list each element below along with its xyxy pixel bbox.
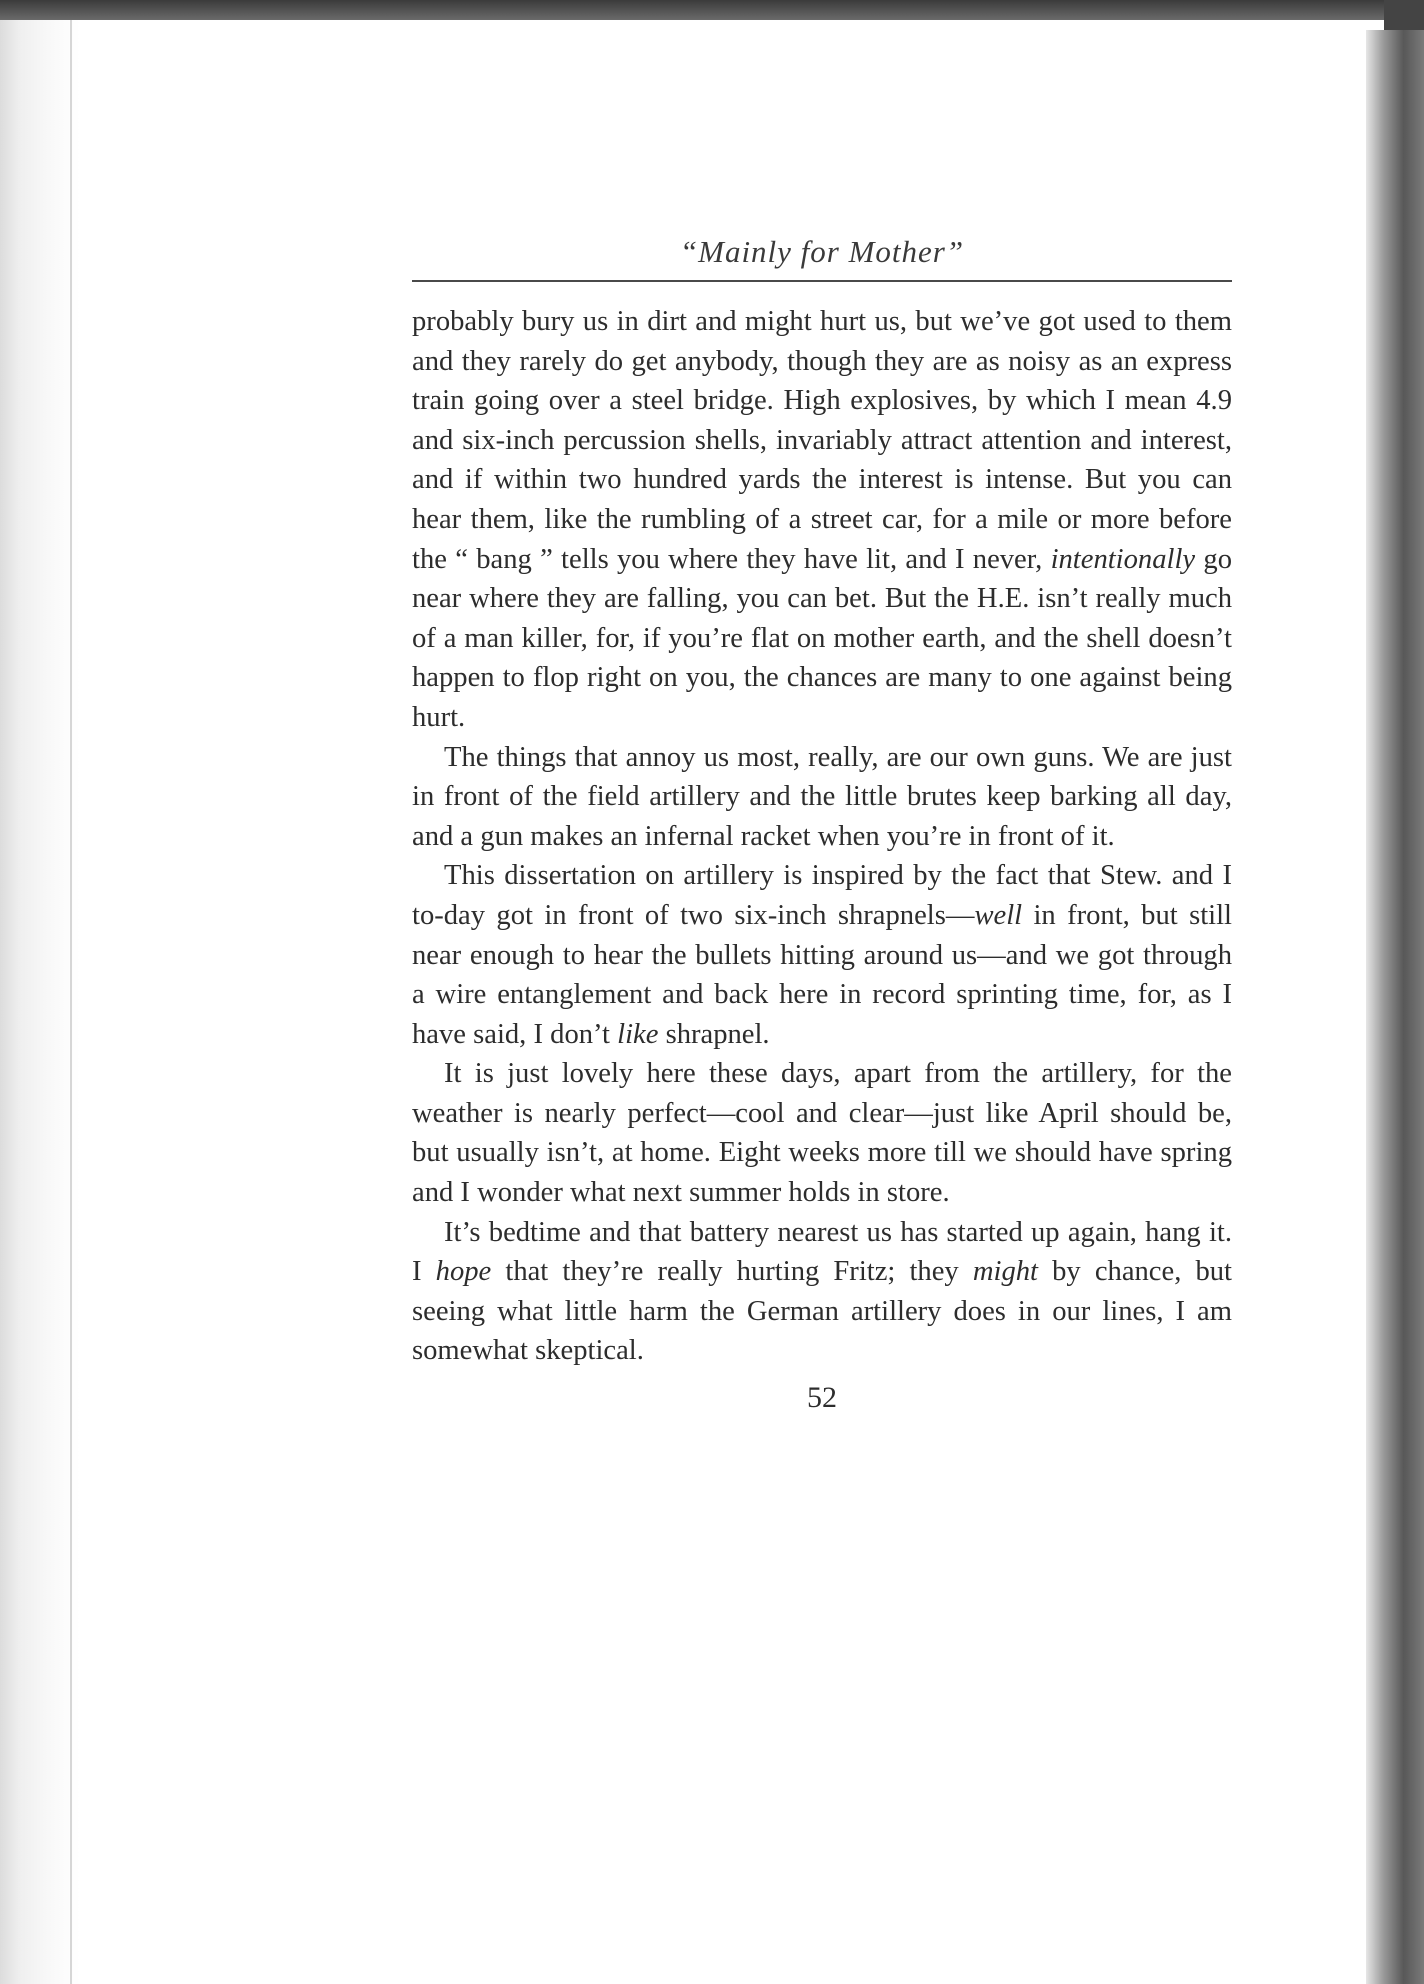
scanner-top-edge: [0, 0, 1424, 20]
running-head: “Mainly for Mother”: [679, 234, 965, 269]
italic-run: might: [972, 1256, 1038, 1288]
body-text: [412, 302, 1232, 1371]
book-page-edges-right: [1366, 30, 1424, 1984]
italic-run: like: [617, 1018, 659, 1050]
text-run: probably bury us in dirt and might hurt us, but we’ve got used to them and they rarely do get anybody, though they are as noisy as an express train going over a steel bridge. High explosives, by which I mean 4.9 and six-inch percussion shells, invariably attract attention and interest, and if within two hundred yards the interest is intense. But you can hear them, like the rumbling of a street car, for a mile or more before the “ bang ” tells you where they have lit, and I never,: [412, 306, 1232, 575]
paragraph: [412, 1054, 1232, 1212]
italic-run: well: [974, 899, 1023, 931]
book-gutter-left: [0, 20, 80, 1984]
paragraph: [412, 1213, 1232, 1371]
text-run: that they’re really hurting Fritz; they: [491, 1256, 973, 1288]
text-run: This dissertation on artillery is inspired by the fact that Stew. and I to-day got in front of two six-inch shrapnels—: [412, 860, 1232, 931]
text-run: by chance, but seeing what little harm the German artillery does in our lines, I am somewhat skeptical.: [412, 1256, 1233, 1367]
text-run: shrapnel.: [658, 1018, 770, 1050]
paragraph: [412, 856, 1232, 1054]
text-run: in front, but still near enough to hear the bullets hitting around us—and we got through a wire entanglement and back here in record sprinting time, for, as I have said, I don’t: [412, 899, 1232, 1050]
text-run: go near where they are falling, you can bet. But the H.E. isn’t really much of a man killer, for, if you’re flat on mother earth, and the shell doesn’t happen to flop right on you, the chances are many to one against being hurt.: [412, 543, 1232, 733]
paragraph: [412, 302, 1232, 738]
text-run: It’s bedtime and that battery nearest us has started up again, hang it. I: [412, 1216, 1232, 1288]
header-rule: [412, 280, 1232, 282]
page-number: 52: [807, 1381, 837, 1415]
italic-run: hope: [435, 1256, 492, 1288]
italic-run: intentionally: [1050, 543, 1196, 575]
paragraph: [412, 738, 1232, 857]
book-page: [412, 232, 1232, 1415]
text-run: The things that annoy us most, really, are our own guns. We are just in front of the field artillery and the little brutes keep barking all day, and a gun makes an infernal racket when you’re in front of it.: [412, 741, 1232, 852]
text-run: It is just lovely here these days, apart from the artillery, for the weather is nearly perfect—cool and clear—just like April should be, but usually isn’t, at home. Eight weeks more till we should have spring and I wonder what next summer holds in store.: [412, 1058, 1232, 1209]
